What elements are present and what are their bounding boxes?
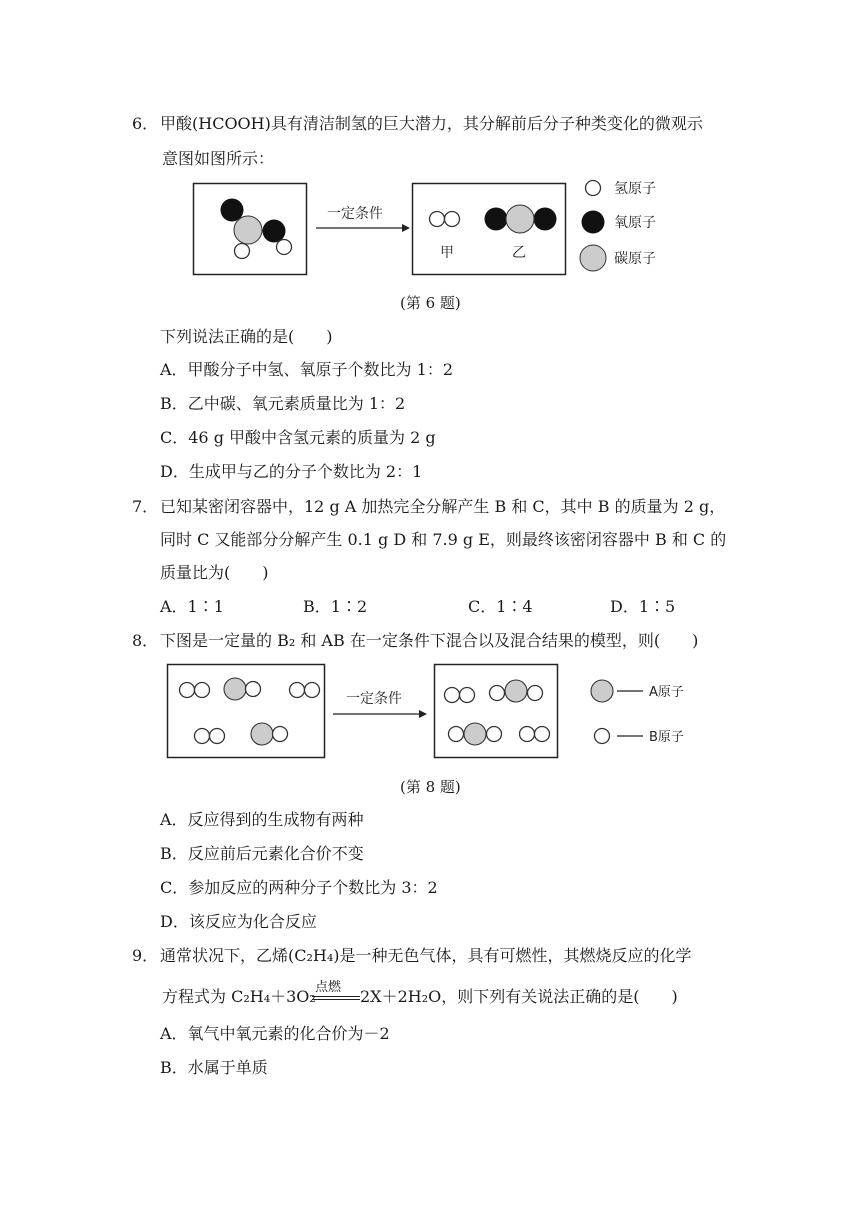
q8-after-ab2-2-a <box>464 723 486 745</box>
q6-number: 6． <box>132 114 159 133</box>
q8-after-ab2-1-b2 <box>528 686 543 701</box>
q6-arrow-head <box>402 224 410 232</box>
q6-arrow-label: 一定条件 <box>327 206 383 222</box>
q8-legend-b: B原子 <box>649 730 684 745</box>
q7-option-c: C．1∶4 <box>468 597 533 616</box>
q6-hcooh-hydrogen-1 <box>235 244 250 259</box>
q8-legend-a-icon <box>591 680 613 702</box>
q6-h2-atom-2 <box>445 212 460 227</box>
q6-hcooh-carbon <box>234 216 262 244</box>
q6-co2-oxygen-1 <box>485 208 508 231</box>
q7-number: 7． <box>132 497 159 516</box>
q8-ab-2-b <box>273 727 288 742</box>
q8-ab-1-a <box>224 678 246 700</box>
q6-legend-hydrogen-icon <box>586 181 601 196</box>
q8-after-box <box>435 665 558 758</box>
q7-option-b: B．1∶2 <box>303 597 368 616</box>
q7-stem-line3: 质量比为( ) <box>160 563 269 582</box>
q8-after-ab2-1-b1 <box>490 686 505 701</box>
q6-option-d: D．生成甲与乙的分子个数比为 2：1 <box>160 462 423 481</box>
q6-legend-hydrogen: 氢原子 <box>614 181 656 197</box>
q6-label-yi: 乙 <box>512 245 526 261</box>
q6-h2-atom-1 <box>430 212 445 227</box>
q8-stem-line1: 下图是一定量的 B₂ 和 AB 在一定条件下混合以及混合结果的模型，则( ) <box>160 631 699 650</box>
q6-stem-line1: 甲酸(HCOOH)具有清洁制氢的巨大潜力，其分解前后分子种类变化的微观示 <box>160 114 703 133</box>
q8-arrow-label: 一定条件 <box>346 691 402 707</box>
q9-equation-right: 2X＋2H₂O，则下列有关说法正确的是( ) <box>360 987 678 1006</box>
q8-caption: (第 8 题) <box>400 778 461 796</box>
q6-question: 下列说法正确的是( ) <box>160 327 333 346</box>
q6-legend-carbon: 碳原子 <box>614 251 656 267</box>
q8-ab-1-b <box>246 682 261 697</box>
q9-option-a: A．氧气中氧元素的化合价为－2 <box>160 1024 390 1043</box>
q6-option-b: B．乙中碳、氧元素质量比为 1：2 <box>160 394 406 413</box>
q8-arrow-head <box>419 710 427 718</box>
q8-b2-2-atom-2 <box>305 683 320 698</box>
q8-diagram <box>165 660 705 762</box>
q6-option-c: C．46 g 甲酸中含氢元素的质量为 2 g <box>160 428 436 447</box>
q9-equation-left: 方程式为 C₂H₄＋3O₂ <box>162 987 316 1006</box>
q7-stem-line2: 同时 C 又能部分分解产生 0.1 g D 和 7.9 g E，则最终该密闭容器中 B 和 C 的 <box>160 530 727 549</box>
q8-b2-1-atom-1 <box>180 683 195 698</box>
q8-b2-3-atom-2 <box>210 729 225 744</box>
q8-b2-2-atom-1 <box>290 683 305 698</box>
q6-hcooh-oxygen-2 <box>263 220 286 243</box>
q8-after-ab2-2-b1 <box>449 727 464 742</box>
q6-option-a: A．甲酸分子中氢、氧原子个数比为 1：2 <box>160 360 454 379</box>
q8-after-b2-2-atom-2 <box>535 727 550 742</box>
q6-co2-carbon <box>506 205 534 233</box>
q6-stem-line2: 意图如图所示： <box>162 149 275 168</box>
q9-number: 9． <box>132 946 159 965</box>
q8-after-b2-2-atom-1 <box>520 727 535 742</box>
q8-b2-3-atom-1 <box>195 729 210 744</box>
q9-equation-condition: 点燃 <box>315 980 342 995</box>
q8-number: 8． <box>132 631 159 650</box>
q6-label-jia: 甲 <box>440 245 454 261</box>
q8-after-ab2-2-b2 <box>487 727 502 742</box>
q6-diagram <box>190 178 680 278</box>
q8-b2-1-atom-2 <box>195 683 210 698</box>
q7-stem-line1: 已知某密闭容器中，12 g A 加热完全分解产生 B 和 C，其中 B 的质量为 2 g， <box>160 497 726 516</box>
q6-caption: (第 6 题) <box>400 294 461 312</box>
q9-equation-line-2 <box>312 999 360 1000</box>
q6-legend-oxygen: 氧原子 <box>614 215 656 231</box>
q8-option-b: B．反应前后元素化合价不变 <box>160 844 364 863</box>
q8-before-box <box>168 665 325 758</box>
q7-option-a: A．1∶1 <box>160 597 224 616</box>
q8-legend-a: A原子 <box>649 685 684 700</box>
q8-option-d: D．该反应为化合反应 <box>160 912 317 931</box>
q8-option-c: C．参加反应的两种分子个数比为 3：2 <box>160 878 438 897</box>
q8-legend-b-icon <box>595 729 610 744</box>
q6-legend-carbon-icon <box>580 245 606 271</box>
q8-option-a: A．反应得到的生成物有两种 <box>160 810 364 829</box>
q6-co2-oxygen-2 <box>534 208 557 231</box>
q9-equation-line-1 <box>312 996 360 997</box>
q9-stem-line1: 通常状况下，乙烯(C₂H₄)是一种无色气体，具有可燃性，其燃烧反应的化学 <box>160 946 692 965</box>
q8-after-b2-1-atom-1 <box>445 688 460 703</box>
q6-legend-oxygen-icon <box>582 211 605 234</box>
q8-after-b2-1-atom-2 <box>460 688 475 703</box>
q8-after-ab2-1-a <box>505 680 527 702</box>
q7-option-d: D．1∶5 <box>610 597 676 616</box>
q8-ab-2-a <box>251 723 273 745</box>
q6-hcooh-hydrogen-2 <box>277 240 292 255</box>
q9-option-b: B．水属于单质 <box>160 1058 268 1077</box>
